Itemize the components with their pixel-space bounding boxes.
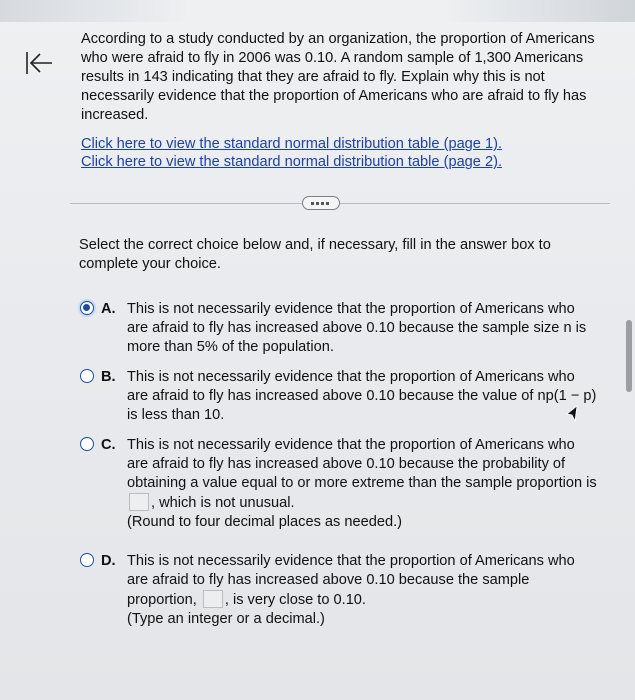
option-a-letter: A. (101, 301, 116, 317)
option-b-letter: B. (101, 369, 116, 385)
option-b-radio[interactable] (80, 369, 94, 383)
more-dots-icon[interactable] (302, 196, 340, 210)
option-a-radio[interactable] (80, 301, 94, 315)
option-d-radio[interactable] (80, 553, 94, 567)
option-d-text (127, 552, 597, 629)
back-to-start-icon[interactable] (24, 50, 56, 76)
option-d-letter: D. (101, 553, 116, 569)
option-c-text-before: This is not necessarily evidence that the proportion of Americans who are afraid to fly has increased above 0.10 because the probability of obtaining a value equal to or more extreme than the sample proportion is (127, 437, 597, 491)
option-d-answer-box[interactable] (203, 590, 223, 608)
instructions-text: Select the correct choice below and, if necessary, fill in the answer box to complete your choice. (79, 237, 551, 272)
table-links (81, 135, 601, 171)
normal-table-page-2-link[interactable]: Click here to view the standard normal distribution table (page 2). (81, 154, 503, 170)
option-a-text: This is not necessarily evidence that the proportion of Americans who are afraid to fly has increased above 0.10 because the sample size n is more than 5% of the population. (127, 301, 587, 355)
option-d-text-after: , is very close to 0.10. (224, 592, 366, 608)
option-d-note: (Type an integer or a decimal.) (127, 611, 325, 627)
option-c-answer-box[interactable] (129, 493, 149, 511)
option-c-letter: C. (101, 437, 116, 453)
mouse-pointer-icon (565, 405, 579, 423)
question-text: According to a study conducted by an organization, the proportion of Americans who were afraid to fly in 2006 was 0.10. A random sample of 1,300 Americans results in 143 indicating that they are afraid to fly. Explain why this is not necessarily evidence that the proportion of Americans who are afraid to fly has increased. (81, 31, 595, 123)
option-d-text-before: This is not necessarily evidence that the proportion of Americans who are afraid to fly has increased above 0.10 because the sample proportion, (127, 553, 575, 608)
normal-table-page-1-link[interactable]: Click here to view the standard normal distribution table (page 1). (81, 136, 503, 152)
option-c-text-after: , which is not unusual. (151, 495, 295, 511)
top-shade (0, 0, 635, 22)
option-c-radio[interactable] (80, 437, 94, 451)
option-c-note: (Round to four decimal places as needed.) (127, 514, 403, 530)
divider (70, 203, 610, 204)
option-b-text: This is not necessarily evidence that the proportion of Americans who are afraid to fly has increased above 0.10 because the value of np(1 − p) is less than 10. (127, 369, 597, 423)
scrollbar-thumb[interactable] (626, 320, 632, 392)
option-c-text (127, 436, 597, 532)
